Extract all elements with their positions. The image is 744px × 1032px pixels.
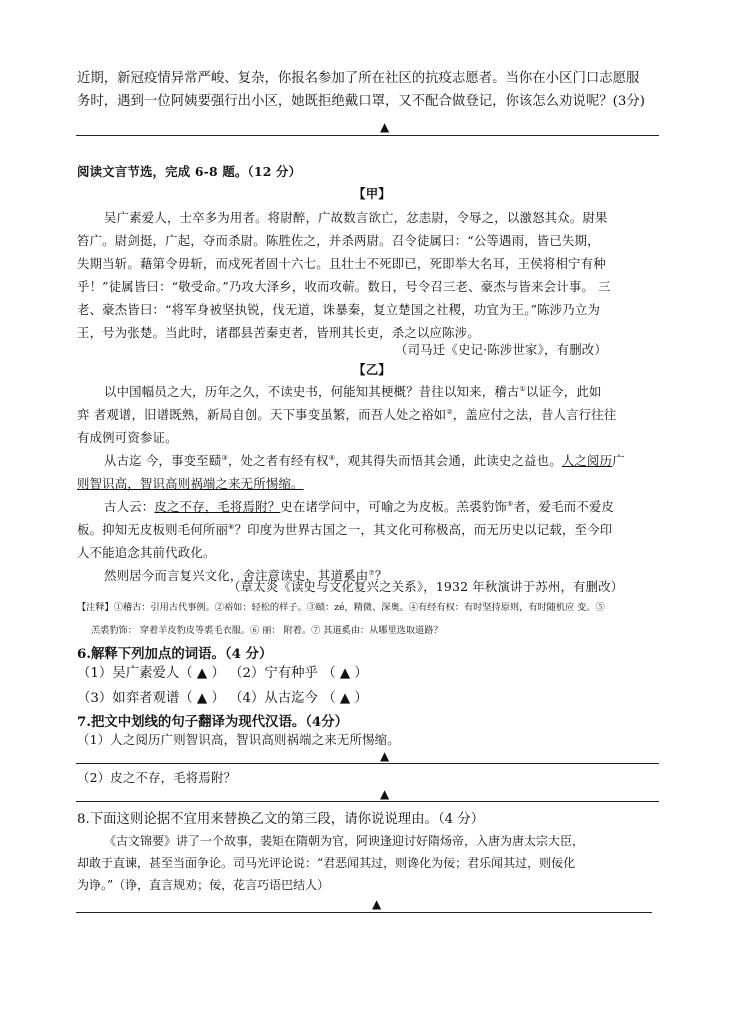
q8-para-line-3: 为诤。”（诤，直言规劝；佞，花言巧语巴结人） (77, 878, 330, 892)
q6-row-2[interactable]: （3）如弈者观谱（ ▲ ） （4）从古迄今 （ ▲ ） (77, 691, 368, 706)
jia-para-line-6: 王，号为张楚。当此时，诸郡县苦秦吏者，皆刑其长吏，杀之以应陈涉。 (77, 325, 480, 340)
yi-source: （章太炎《读史与文化复兴之关系》，1932 年秋演讲于苏州，有删改） (228, 579, 624, 594)
jia-source: （司马迁《史记·陈涉世家》，有删改） (395, 342, 607, 357)
yi-para-line-4: 从古迄 今，事变至赜③，处之者有经有权④，观其得失而悟其会通，此读史之益也。人之阅历广 (104, 453, 625, 468)
q5-line-2: 务时，遇到一位阿姨要强行出小区，她既拒绝戴口罩，又不配合做登记，你该怎么劝说呢？(3分) (77, 94, 645, 109)
q7-item-2-answer-line[interactable] (76, 801, 659, 802)
yi-para-line-7: 板。抑知无皮板则毛何所丽⑥？印度为世界古国之一，其文化可称极高，而无历史以记载，至今印 (77, 522, 613, 537)
jia-para-line-4: 乎！”徒属皆曰：“敬受命。”乃攻大泽乡，收而攻蕲。数日，号令召三老、豪杰与皆来会计事。 三 (77, 279, 611, 294)
yi-para-line-6: 古人云：皮之不存，毛将焉附？史在诸学问中，可喻之为皮板。羔裘豹饰⑤者，爱毛而不爱皮 (104, 499, 615, 514)
q7-item-1: （1）人之阅历广则智识高，智识高则祸端之来无所惕缩。 (77, 732, 400, 747)
underlined-sentence-1-start: 人之阅历 (561, 453, 613, 468)
jia-para-line-5: 老、豪杰皆曰：“将军身被坚执锐，伐无道，诛暴秦，复立楚国之社稷，功宜为王。”陈涉乃立为 (77, 302, 601, 317)
q8-answer-line[interactable] (76, 912, 652, 913)
q7-item-1-mark: ▲ (380, 749, 390, 763)
yi-para-line-1: 以中国幅员之大，历年之久，不读史书，何能知其梗概？昔往以知来，稽古①以证今，此如 (104, 384, 602, 399)
q7-item-2: （2）皮之不存，毛将焉附？ (77, 770, 237, 785)
yi-para-line-3: 有成例可资参证。 (77, 430, 178, 445)
q6-row-1[interactable]: （1）吴广素爱人（ ▲ ） （2）宁有种乎 （ ▲ ） (77, 666, 368, 681)
yi-para-line-2: 弈 者观谱，旧谱既熟，新局自创。天下事变虽繁，而吾人处之裕如②，盖应付之法，昔人言行往往 (77, 407, 617, 422)
jia-para-line-1: 吴广素爱人，士卒多为用者。将尉醉，广故数言欲亡，忿恚尉，令辱之，以激怒其众。尉果 (104, 210, 608, 225)
yi-para-line-8: 人不能追念其前代政化。 (77, 545, 216, 560)
yi-title: 【乙】 (353, 362, 391, 377)
q7-item-1-answer-line[interactable] (76, 763, 659, 764)
q8-para-line-2: 却敢于直谏，甚至当面争论。司马光评论说：“君恶闻其过，则谗化为佞；君乐闻其过，则佞化 (77, 856, 576, 870)
q7-title: 7.把文中划线的句子翻译为现代汉语。（4分） (77, 714, 349, 730)
q8-title: 8.下面这则论据不宜用来替换乙文的第三段，请你说说理由。（4 分） (77, 812, 485, 827)
jia-para-line-3: 失期当斩。藉第令毋斩，而戍死者固十六七。且壮士不死即已，死即举大名耳，王侯将相宁有种 (77, 256, 606, 271)
q8-para-line-1: 《古文锦要》讲了一个故事，裴矩在隋朝为官，阿谀逢迎讨好隋炀帝，入唐为唐太宗大臣， (104, 834, 585, 848)
yi-para-line-5 (77, 474, 304, 492)
q6-title: 6.解释下列加点的词语。（4 分） (77, 646, 273, 662)
underlined-sentence-1-end: 则智识高，智识高则祸端之来无所惕缩。 (77, 476, 304, 491)
q5-answer-mark: ▲ (380, 120, 390, 134)
jia-title: 【甲】 (353, 186, 391, 201)
yi-para-line-9: 然则居今而言复兴文化，舍注意读史，其道奚由⑦？ (104, 568, 388, 583)
q8-answer-mark: ▲ (372, 897, 382, 911)
q5-answer-line[interactable] (76, 135, 659, 136)
q7-item-2-mark: ▲ (380, 787, 390, 801)
notes-line-2: 羔裘豹饰： 穿着羊皮豹皮等裘毛衣服。⑥ 丽： 附着。⑦ 其道奚由：从哪里选取道路？ (91, 625, 443, 636)
jia-para-line-2: 笞广。尉剑挺，广起，夺而杀尉。陈胜佐之，并杀两尉。召令徒属曰：“公等遇雨，皆已失期， (77, 233, 600, 248)
underlined-sentence-2: 皮之不存，毛将焉附？ (154, 499, 281, 514)
notes-line-1: 【注释】①稽古：引用古代事例。②裕如：轻松的样子。③赜：zé，精微、深奥。④有经有权：有时坚持原则，有时随机应 变。⑤ (77, 602, 605, 613)
classical-heading: 阅读文言节选，完成 6-8 题。（12 分） (77, 164, 302, 179)
q5-line-1: 近期，新冠疫情异常严峻、复杂，你报名参加了所在社区的抗疫志愿者。当你在小区门口志愿服 (77, 71, 640, 86)
